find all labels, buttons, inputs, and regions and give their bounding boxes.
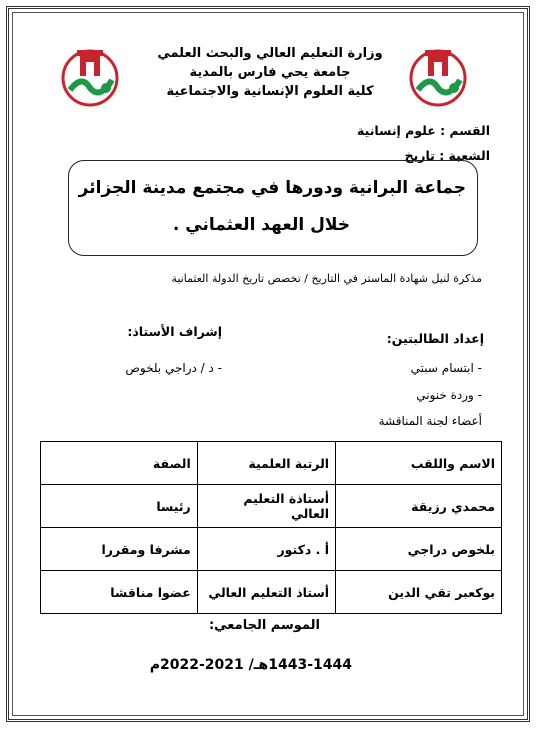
table-row (41, 571, 502, 614)
jury-role: عضوا مناقشا (41, 571, 198, 614)
table-row (41, 528, 502, 571)
university-logo-left (60, 44, 120, 110)
header-name: الاسم واللقب (336, 442, 502, 485)
thesis-note: مذكرة لنيل شهادة الماستر في التاريخ / تخصص تاريخ الدولة العثمانية (171, 272, 482, 285)
jury-rank: أستاذة التعليم العالي (197, 485, 335, 528)
jury-role: مشرفا ومقررا (41, 528, 198, 571)
supervisor-name: - د / دراجي بلخوص (125, 361, 222, 375)
jury-name: بلخوص دراجي (336, 528, 502, 571)
academic-year-label: الموسم الجامعي: (208, 618, 320, 633)
committee-label: أعضاء لجنة المناقشة (378, 414, 482, 428)
jury-rank: أ . دكتور (197, 528, 335, 571)
branch: الشعبة : تاريخ (404, 148, 490, 163)
jury-name: محمدي رزيقة (336, 485, 502, 528)
supervision-label: إشراف الأستاذ: (127, 324, 222, 339)
jury-role: رئيسا (41, 485, 198, 528)
header-role: الصفة (41, 442, 198, 485)
jury-rank: أستاذ التعليم العالي (197, 571, 335, 614)
jury-table (40, 441, 502, 614)
department: القسم : علوم إنسانية (357, 123, 490, 138)
university-logo-right (408, 44, 468, 110)
university-name: جامعة يحي فارس بالمدية (189, 65, 351, 80)
header-rank: الرتبة العلمية (197, 442, 335, 485)
table-header-row (41, 442, 502, 485)
faculty-name: كلية العلوم الإنسانية والاجتماعية (166, 84, 374, 99)
thesis-title-box (68, 160, 478, 256)
ministry-name: وزارة التعليم العالي والبحث العلمي (157, 46, 383, 61)
academic-year-value: 1443-1444هـ/ 2021-2022م (149, 657, 352, 673)
student-1: - ابتسام سبتي (410, 361, 482, 375)
jury-name: بوكعبر تقي الدين (336, 571, 502, 614)
thesis-title-line2: خلال العهد العثماني . (172, 215, 350, 235)
table-row (41, 485, 502, 528)
student-2: - وردة خنوني (416, 388, 482, 402)
thesis-title-line1: جماعة البرانية ودورها في مجتمع مدينة الجزائر (78, 178, 466, 198)
prepared-by-label: إعداد الطالبتين: (386, 331, 484, 346)
